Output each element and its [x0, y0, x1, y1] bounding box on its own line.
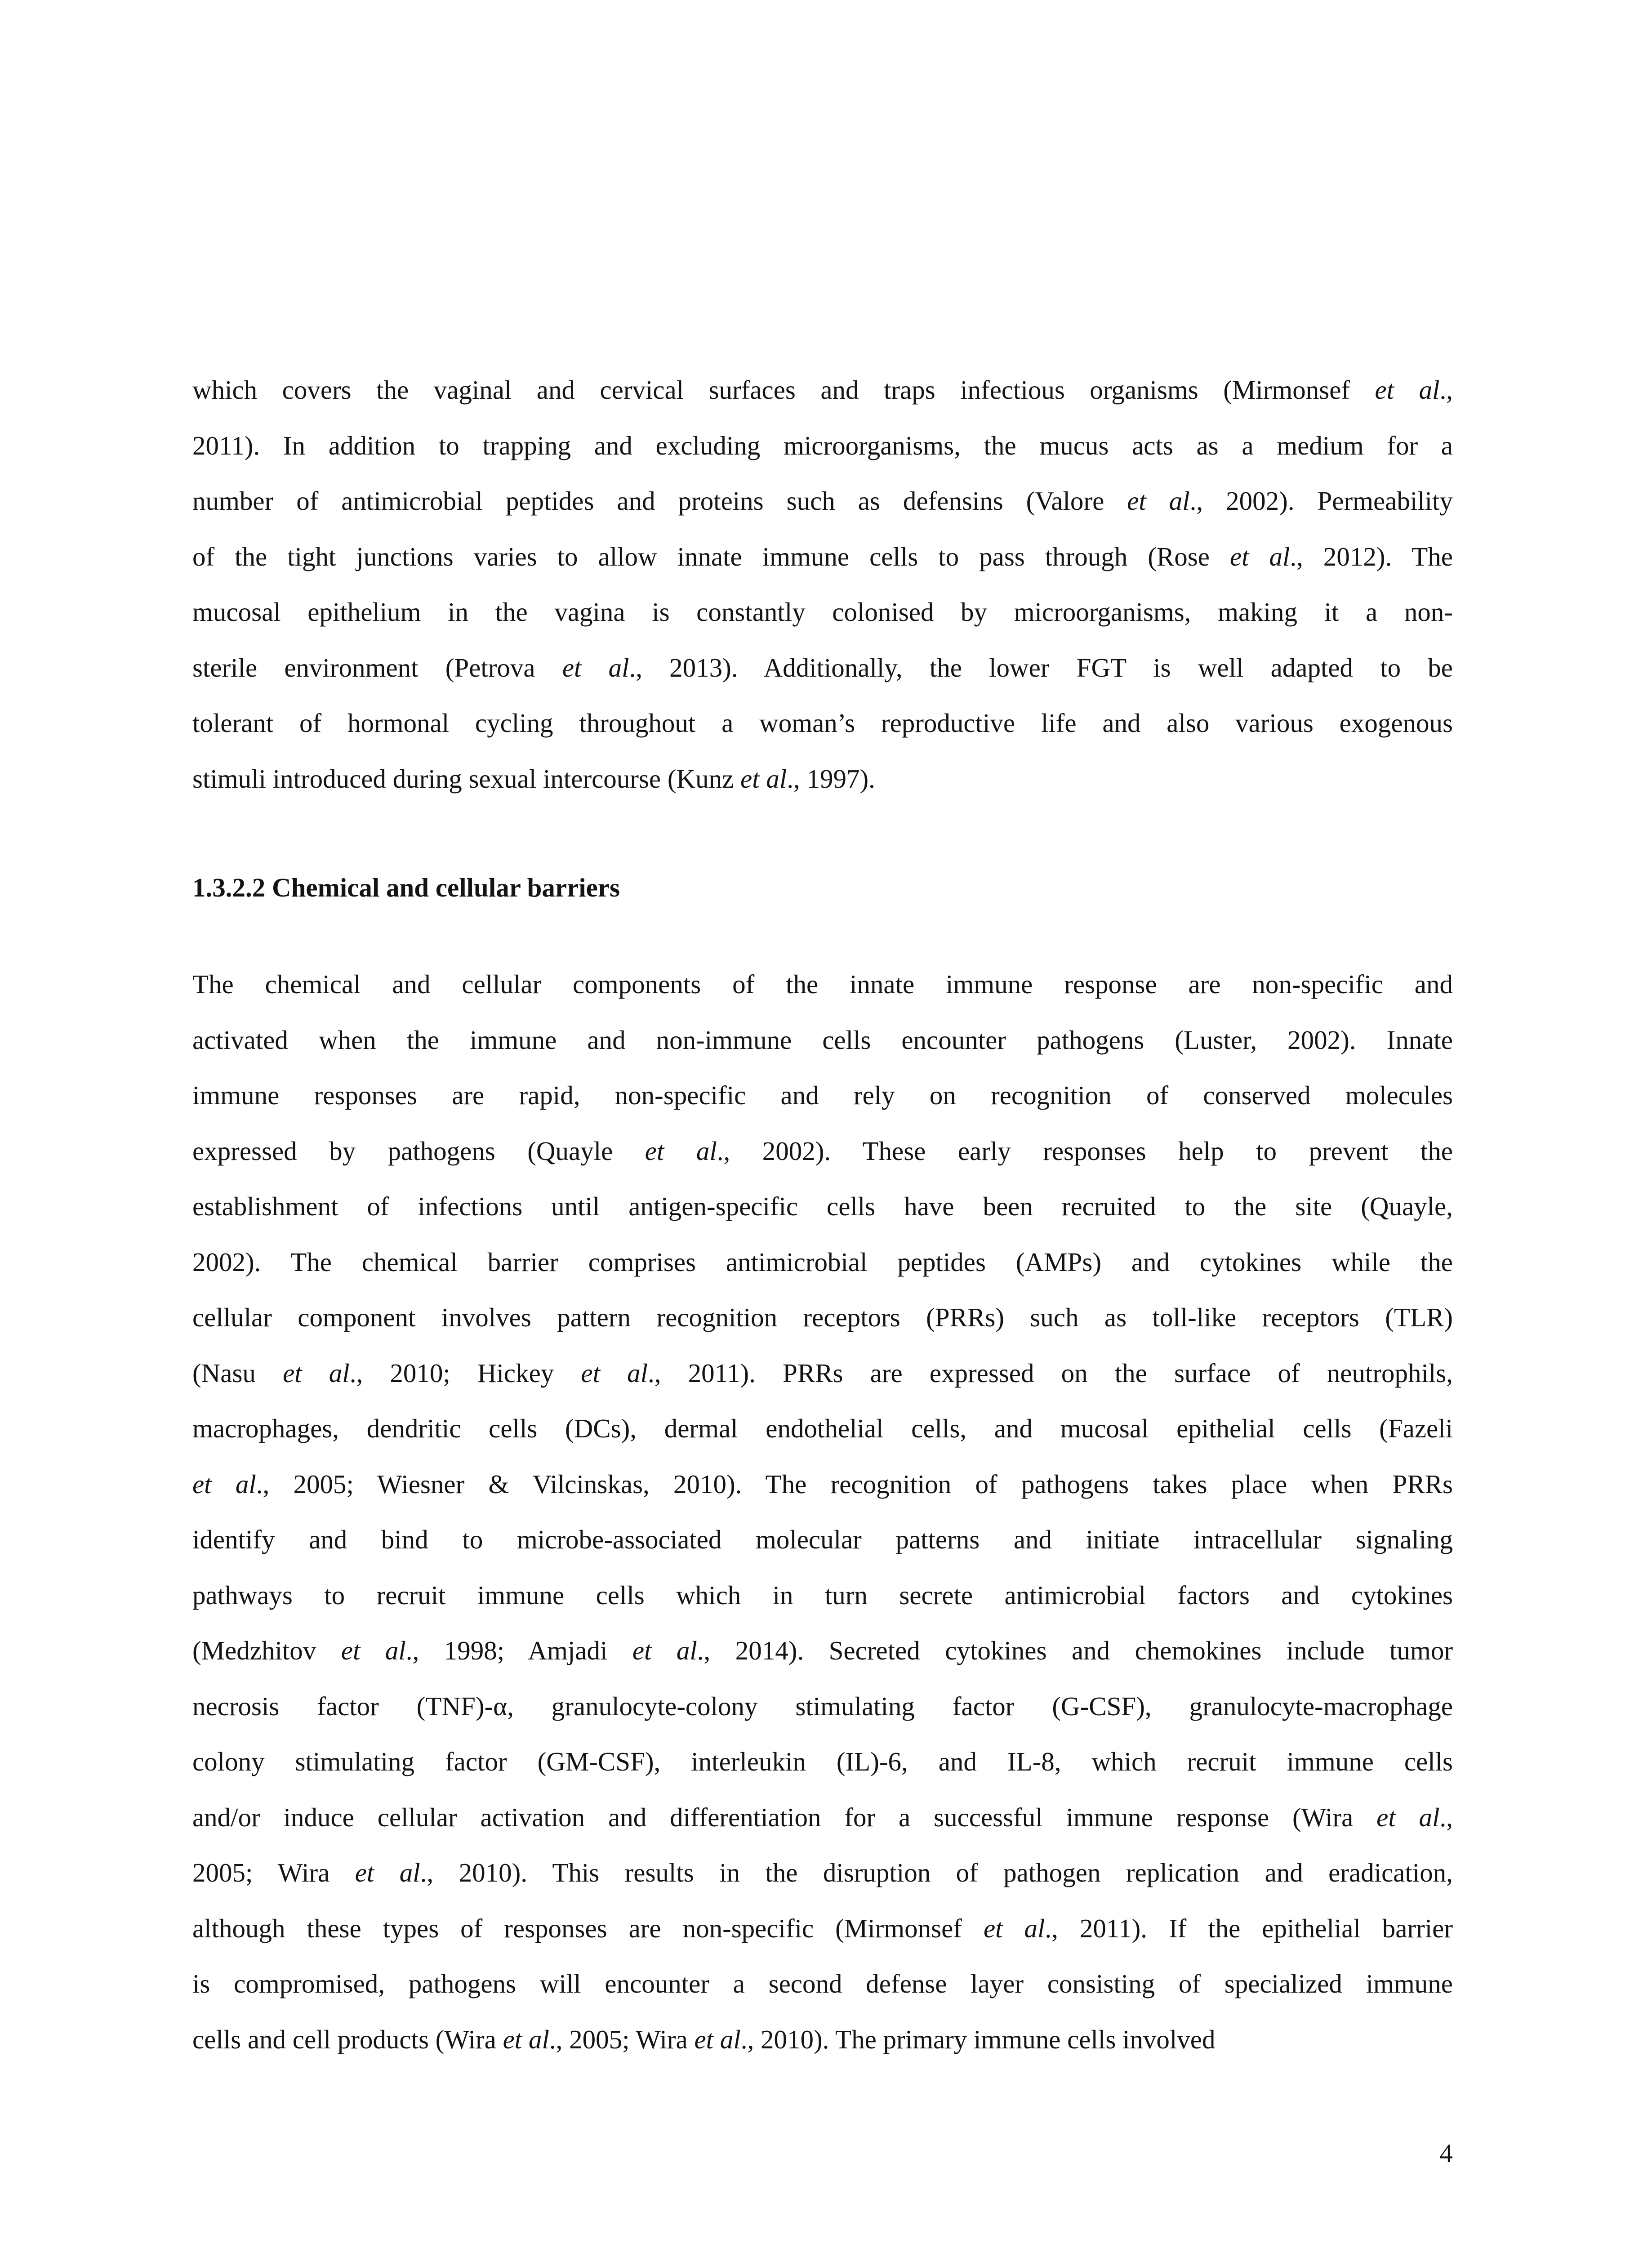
text-run: ., 1997).: [787, 763, 875, 794]
text-run: ., 2014). Secreted cytokines and chemokines include tumor: [697, 1636, 1453, 1665]
text-run: cellular component involves pattern recognition receptors (PRRs) such as toll-like receptors (TLR): [192, 1302, 1453, 1332]
text-line: [192, 1956, 1453, 2012]
text-line: [192, 696, 1453, 751]
text-line: [192, 1290, 1453, 1346]
text-line: [192, 957, 1453, 1012]
text-run: identify and bind to microbe-associated molecular patterns and initiate intracellular signaling: [192, 1525, 1453, 1554]
text-run: 2005; Wira: [192, 1858, 355, 1887]
text-line: [192, 1512, 1453, 1568]
page-number: 4: [1439, 2138, 1453, 2168]
text-run: although these types of responses are non-specific (Mirmonsef: [192, 1913, 984, 1943]
text-line: [192, 418, 1453, 474]
text-run: ., 2010). The primary immune cells involved: [740, 2024, 1216, 2054]
text-line: [192, 1346, 1453, 1401]
text-run: which covers the vaginal and cervical surfaces and traps infectious organisms (Mirmonsef: [192, 375, 1375, 405]
section-heading: 1.3.2.2 Chemical and cellular barriers: [192, 873, 620, 902]
text-run: macrophages, dendritic cells (DCs), dermal endothelial cells, and mucosal epithelial cells (Fazeli: [192, 1414, 1453, 1443]
text-run: number of antimicrobial peptides and proteins such as defensins (Valore: [192, 486, 1127, 516]
text-run: ., 2005; Wira: [549, 2024, 695, 2054]
text-line: [192, 1901, 1453, 1957]
italic-text: et al: [632, 1636, 697, 1665]
text-line: [192, 1401, 1453, 1457]
text-run: ., 2013). Additionally, the lower FGT is well adapted to be: [629, 652, 1453, 682]
text-run: The chemical and cellular components of the innate immune response are non-specific and: [192, 969, 1453, 999]
italic-text: et al: [581, 1358, 648, 1388]
text-run: colony stimulating factor (GM-CSF), interleukin (IL)-6, and IL-8, which recruit immune cells: [192, 1747, 1453, 1776]
text-line: [192, 2012, 1453, 2068]
text-run: expressed by pathogens (Quayle: [192, 1136, 645, 1166]
italic-text: et al: [983, 1913, 1045, 1943]
text-line: [192, 1068, 1453, 1124]
paragraph-1: [192, 362, 1453, 807]
text-line: [192, 1568, 1453, 1624]
italic-text: et al: [503, 2024, 549, 2054]
italic-text: et al: [341, 1636, 406, 1665]
italic-text: et al: [1376, 1802, 1440, 1832]
text-line: [192, 1012, 1453, 1068]
text-line: [192, 1679, 1453, 1735]
paragraph-2: [192, 957, 1453, 2067]
italic-text: et al: [355, 1858, 420, 1887]
text-run: pathways to recruit immune cells which in turn secrete antimicrobial factors and cytokines: [192, 1580, 1453, 1610]
text-line: [192, 1124, 1453, 1179]
text-run: (Nasu: [192, 1358, 283, 1388]
text-line: [192, 1845, 1453, 1901]
text-line: [192, 473, 1453, 529]
text-run: immune responses are rapid, non-specific and rely on recognition of conserved molecules: [192, 1080, 1453, 1110]
text-run: ., 1998; Amjadi: [405, 1636, 632, 1665]
text-run: .,: [1439, 1802, 1453, 1832]
text-run: 2002). The chemical barrier comprises antimicrobial peptides (AMPs) and cytokines while the: [192, 1247, 1453, 1277]
text-run: tolerant of hormonal cycling throughout a woman’s reproductive life and also various exogenous: [192, 708, 1453, 738]
italic-text: et al: [283, 1358, 350, 1388]
text-run: .,: [1439, 375, 1453, 405]
text-line: [192, 1179, 1453, 1235]
text-run: ., 2010). This results in the disruption of pathogen replication and eradication,: [420, 1858, 1453, 1887]
text-run: stimuli introduced during sexual intercourse (Kunz: [192, 763, 741, 794]
text-run: ., 2005; Wiesner & Vilcinskas, 2010). The recognition of pathogens takes place when PRRs: [256, 1469, 1453, 1499]
text-run: activated when the immune and non-immune cells encounter pathogens (Luster, 2002). Innate: [192, 1025, 1453, 1055]
text-run: ., 2010; Hickey: [349, 1358, 581, 1388]
text-run: ., 2011). If the epithelial barrier: [1045, 1913, 1453, 1943]
text-run: necrosis factor (TNF)-α, granulocyte-colony stimulating factor (G-CSF), granulocyte-macrophage: [192, 1691, 1453, 1721]
text-run: ., 2011). PRRs are expressed on the surface of neutrophils,: [648, 1358, 1453, 1388]
text-run: ., 2002). These early responses help to prevent the: [717, 1136, 1453, 1166]
text-line: [192, 640, 1453, 696]
text-line: [192, 584, 1453, 640]
text-run: 2011). In addition to trapping and excluding microorganisms, the mucus acts as a medium for a: [192, 430, 1453, 460]
text-line: [192, 751, 1453, 807]
text-run: ., 2002). Permeability: [1189, 486, 1453, 516]
text-line: [192, 1457, 1453, 1512]
italic-text: et al: [1229, 541, 1290, 571]
italic-text: et al: [1375, 375, 1440, 405]
text-line: [192, 1235, 1453, 1290]
text-run: (Medzhitov: [192, 1636, 341, 1665]
italic-text: et al: [740, 763, 787, 794]
italic-text: et al: [192, 1469, 256, 1499]
text-run: is compromised, pathogens will encounter a second defense layer consisting of specialized immune: [192, 1969, 1453, 1998]
italic-text: et al: [562, 652, 629, 682]
italic-text: et al: [694, 2024, 741, 2054]
text-run: establishment of infections until antigen-specific cells have been recruited to the site (Quayle,: [192, 1191, 1453, 1221]
text-line: [192, 1623, 1453, 1679]
text-run: and/or induce cellular activation and differentiation for a successful immune response (Wira: [192, 1802, 1377, 1832]
text-run: ., 2012). The: [1290, 541, 1453, 571]
italic-text: et al: [645, 1136, 717, 1166]
text-run: mucosal epithelium in the vagina is constantly colonised by microorganisms, making it a non-: [192, 597, 1453, 627]
text-line: [192, 529, 1453, 585]
text-run: of the tight junctions varies to allow innate immune cells to pass through (Rose: [192, 541, 1230, 571]
text-run: sterile environment (Petrova: [192, 652, 562, 682]
text-line: [192, 1790, 1453, 1846]
text-line: [192, 362, 1453, 418]
text-run: cells and cell products (Wira: [192, 2024, 503, 2054]
italic-text: et al: [1127, 486, 1190, 516]
text-line: [192, 1734, 1453, 1790]
